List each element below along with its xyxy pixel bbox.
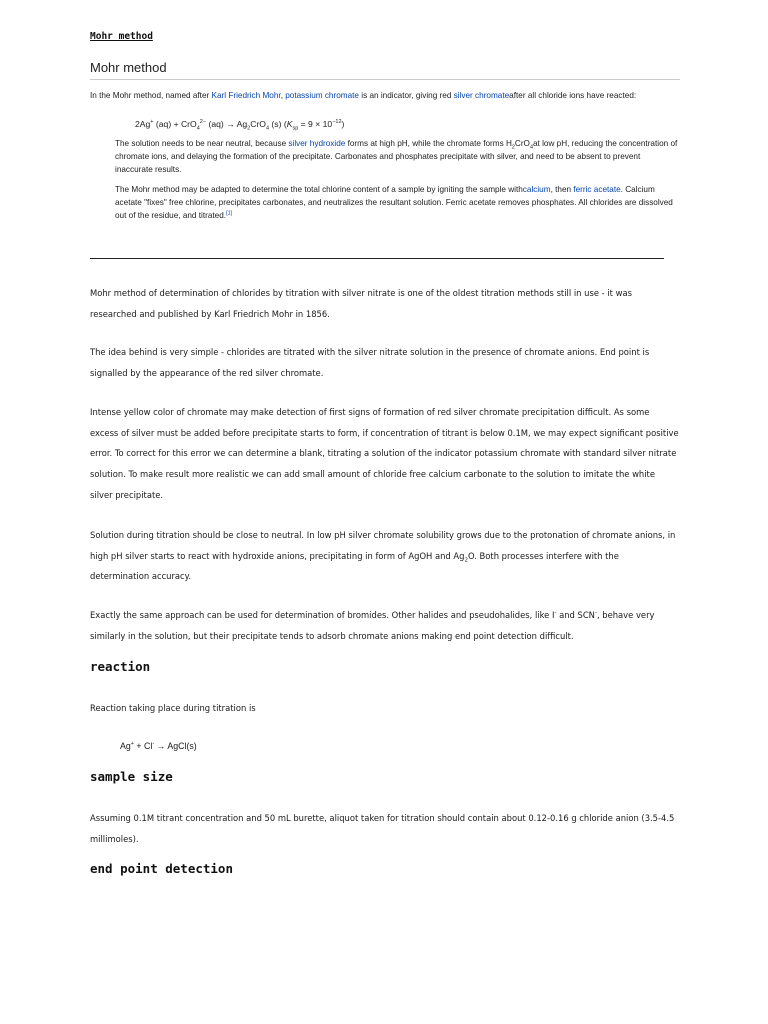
document-title: Mohr method: [90, 31, 153, 42]
reaction-intro: Reaction taking place during titration is: [90, 703, 256, 713]
wiki-heading: Mohr method: [90, 60, 167, 75]
body-paragraph-idea: The idea behind is very simple - chlorides are titrated with the silver nitrate solution in the presence of chromate anions. End point is signalled by the appearance of the red silver chromate.: [90, 347, 650, 378]
section-heading-end-point: end point detection: [90, 861, 233, 876]
wiki-intro: In the Mohr method, named after Karl Friedrich Mohr, potassium chromate is an indicator, giving red silver chromateafter all chloride ions have reacted:: [90, 91, 637, 100]
link-calcium[interactable]: calcium: [522, 185, 551, 194]
body-paragraph-neutral-ph: Solution during titration should be close to neutral. In low pH silver chromate solubility grows due to the protonation of chromate anions, in high pH silver starts to react with hydroxide anions, precipitating in form of AgOH and $Ag_2O$. Both processes interfere with the determination accuracy.: [90, 530, 676, 582]
sample-size-paragraph: Assuming 0.1M titrant concentration and 50 mL burette, aliquot taken for titration should contain about 0.12-0.16 g chloride anion (3.5-4.5 millimoles).: [90, 813, 675, 844]
link-karl-friedrich-mohr[interactable]: Karl Friedrich Mohr: [211, 91, 281, 100]
wiki-heading-rule: [90, 79, 680, 80]
link-silver-chromate[interactable]: silver chromate: [453, 91, 510, 100]
reference-link[interactable]: [1]: [226, 210, 233, 217]
body-paragraph-blank-correction: Intense yellow color of chromate may make detection of first signs of formation of red silver chromate precipitation difficult. As some excess of silver must be added before precipitate starts to form, if concentration of titrant is below 0.1M, we may expect significant positive error. To correct for this error we can determine a blank, titrating a solution of the indicator potassium chromate with standard silver nitrate solution. To make result more realistic we can add small amount of chloride free calcium carbonate to the solution to imitate the white silver precipitate.: [90, 407, 679, 500]
section-heading-reaction: reaction: [90, 659, 151, 674]
link-potassium-chromate[interactable]: potassium chromate: [285, 91, 359, 100]
reaction-equation: Ag+ + Cl- → AgCl(s): [120, 741, 197, 751]
chromate-equation: 2Ag+ (aq) + CrO$_4^{2-}$ $(aq) \to Ag_2CrO_4$ (s) $(K_{sp} = 9 \times 10^{-12})$: [135, 119, 345, 132]
section-heading-sample-size: sample size: [90, 769, 173, 784]
section-separator: [90, 258, 664, 259]
body-paragraph-bromides: Exactly the same approach can be used for determination of bromides. Other halides and pseudohalides, like I- and SCN-, behave very similarly in the solution, but their precipitate tends to adsorb chromate anions making end point detection difficult.: [90, 610, 655, 641]
wiki-paragraph-neutral: The solution needs to be near neutral, because silver hydroxide forms at high pH, while the chromate forms $H_2CrO_4at$ low pH, reducing the concentration of chromate ions, and delaying the formation of the precipitate. Carbonates and phosphates precipitate with silver, and need to be absent to prevent inaccurate results.: [115, 139, 678, 174]
link-ferric-acetate[interactable]: ferric acetate: [573, 185, 621, 194]
link-silver-hydroxide[interactable]: silver hydroxide: [288, 139, 346, 148]
wiki-paragraph-adapted: The Mohr method may be adapted to determine the total chlorine content of a sample by igniting the sample withcalcium, then ferric acetate. Calcium acetate "fixes" free chlorine, precipitates carbonates, and neutralizes the resultant solution. Ferric acetate removes phosphates. All chlorides are dissolved out of the residue, and titrated.[1]: [115, 185, 673, 220]
body-paragraph-history: Mohr method of determination of chlorides by titration with silver nitrate is one of the oldest titration methods still in use - it was researched and published by Karl Friedrich Mohr in 1856.: [90, 288, 632, 319]
